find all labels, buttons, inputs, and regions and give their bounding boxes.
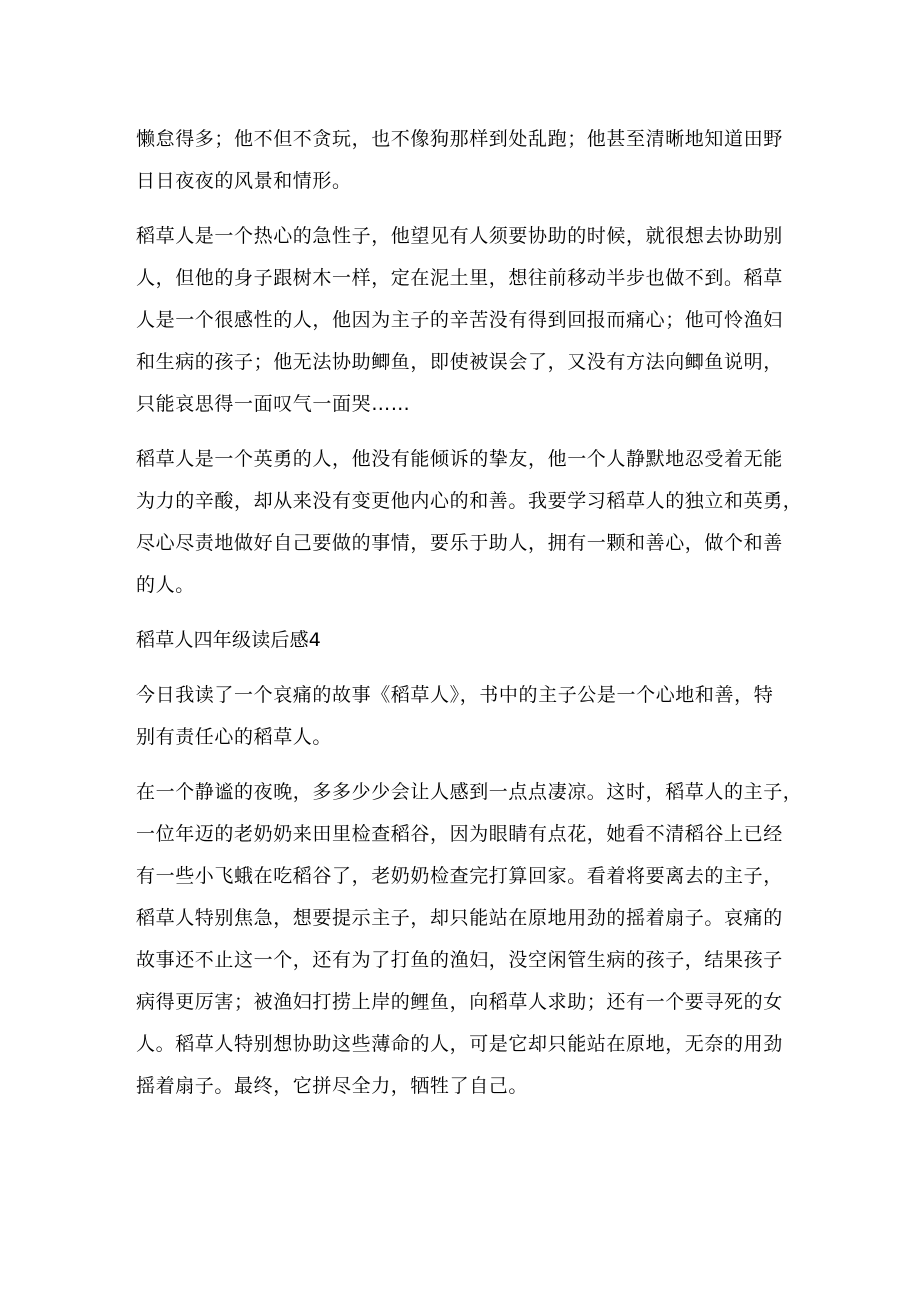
text-line: 别有责任心的稻草人。 [136, 726, 333, 748]
text-line: 今日我读了一个哀痛的故事《稻草人》，书中的主子公是一个心地和善，特 [136, 684, 774, 706]
text-line: 故事还不止这一个，还有为了打鱼的渔妇，没空闲管生病的孩子，结果孩子 [136, 949, 783, 971]
text-line: 稻草人是一个热心的急性子，他望见有人须要协助的时候，就很想去协助别 [136, 225, 783, 247]
section-heading [136, 619, 796, 661]
text-line: 的人。 [136, 574, 195, 596]
text-line: 在一个静谧的夜晚，多多少少会让人感到一点点凄凉。这时，稻草人的主子， [136, 781, 803, 803]
text-line: 有一些小飞蛾在吃稻谷了，老奶奶检查完打算回家。看着将要离去的主子， [136, 865, 783, 887]
text-line: 一位年迈的老奶奶来田里检查稻谷，因为眼睛有点花，她看不清稻谷上已经 [136, 823, 783, 845]
text-line: 日日夜夜的风景和情形。 [136, 170, 352, 192]
document-body [136, 118, 803, 1120]
text-line: 摇着扇子。最终，它拼尽全力，牺牲了自己。 [136, 1075, 529, 1097]
text-line: 尽心尽责地做好自己要做的事情，要乐于助人，拥有一颗和善心，做个和善 [136, 532, 783, 554]
paragraph-2 [136, 215, 796, 425]
text-line: 稻草人是一个英勇的人，他没有能倾诉的挚友，他一个人静默地忍受着无能 [136, 448, 783, 470]
text-line: 人。稻草人特别想协助这些薄命的人，可是它却只能站在原地，无奈的用劲 [136, 1033, 783, 1055]
paragraph-1 [136, 118, 796, 202]
text-line: 和生病的孩子；他无法协助鲫鱼，即使被误会了，又没有方法向鲫鱼说明， [136, 351, 783, 373]
text-line: 人是一个很感性的人，他因为主子的辛苦没有得到回报而痛心；他可怜渔妇 [136, 309, 783, 331]
text-line: 为力的辛酸，却从来没有变更他内心的和善。我要学习稻草人的独立和英勇， [136, 490, 803, 512]
paragraph-3 [136, 438, 803, 606]
paragraph-4 [136, 674, 796, 758]
text-line: 只能哀思得一面叹气一面哭…… [136, 393, 411, 415]
heading-line: 稻草人四年级读后感4 [136, 629, 322, 651]
paragraph-5 [136, 771, 803, 1107]
text-line: 稻草人特别焦急，想要提示主子，却只能站在原地用劲的摇着扇子。哀痛的 [136, 907, 783, 929]
text-line: 懒怠得多；他不但不贪玩，也不像狗那样到处乱跑；他甚至清晰地知道田野 [136, 128, 783, 150]
text-line: 人，但他的身子跟树木一样，定在泥土里，想往前移动半步也做不到。稻草 [136, 267, 783, 289]
text-line: 病得更厉害；被渔妇打捞上岸的鲤鱼，向稻草人求助；还有一个要寻死的女 [136, 991, 783, 1013]
